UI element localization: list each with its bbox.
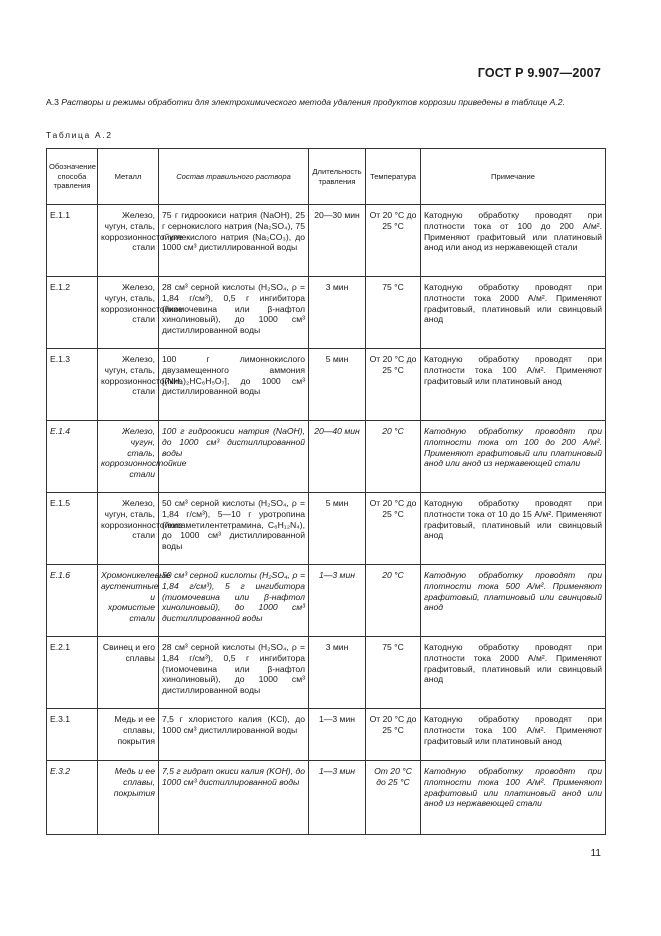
composition-cell: 100 г лимоннокислого двузамещенного аммония [(NH₄)₂HC₆H₅O₇], до 1000 см³ дистиллированной воды: [159, 349, 309, 421]
table-caption: Таблица А.2: [46, 130, 113, 140]
code-cell: Е.1.3: [47, 349, 98, 421]
temperature-cell: От 20 °С до 25 °С: [366, 493, 421, 565]
composition-cell: 7,5 г гидрат окиси калия (KOH), до 1000 см³ дистиллированной воды: [159, 761, 309, 835]
note-cell: Катодную обработку проводят при плотности тока 100 А/м². Применяют графитовый или платиновый анод или анод из нержавеющей стали: [421, 761, 606, 835]
duration-cell: 20—40 мин: [309, 421, 366, 493]
temperature-cell: 20 °С: [366, 421, 421, 493]
composition-cell: 75 г гидроокиси натрия (NaOH), 25 г сернокислого натрия (Na₂SO₄), 75 г углекислого натрия (Na₂CO₃), до 1000 см³ дистиллированной воды: [159, 205, 309, 277]
code-cell: Е.1.1: [47, 205, 98, 277]
temperature-cell: От 20 °С до 25 °С: [366, 709, 421, 761]
duration-cell: 3 мин: [309, 637, 366, 709]
section-text: Растворы и режимы обработки для электрохимического метода удаления продуктов коррозии приведены в таблице А.2.: [61, 97, 565, 107]
composition-cell: 50 см³ серной кислоты (H₂SO₄, ρ = 1,84 г/см³), 5—10 г уротропина (гексаметилентетрамина, C₆H₁₂N₄), до 1000 см³ дистиллированной воды: [159, 493, 309, 565]
note-cell: Катодную обработку проводят при плотности тока 500 А/м². Применяют графитовый, платиновый или свинцовый анод: [421, 565, 606, 637]
temperature-cell: От 20 °С до 25 °С: [366, 761, 421, 835]
table-body: [47, 205, 606, 835]
column-header-composition: Состав травильного раствора: [159, 149, 309, 205]
column-header-duration: Длительность травления: [309, 149, 366, 205]
code-cell: Е.3.1: [47, 709, 98, 761]
code-cell: Е.1.5: [47, 493, 98, 565]
metal-cell: Медь и ее сплавы, покрытия: [98, 761, 159, 835]
temperature-cell: От 20 °С до 25 °С: [366, 349, 421, 421]
temperature-cell: От 20 °С до 25 °С: [366, 205, 421, 277]
code-cell: Е.3.2: [47, 761, 98, 835]
table-row: [47, 349, 606, 421]
table-row: [47, 761, 606, 835]
table-row: [47, 205, 606, 277]
composition-cell: 100 г гидроокиси натрия (NaOH), до 1000 см³ дистиллированной воды: [159, 421, 309, 493]
note-cell: Катодную обработку проводят при плотности тока от 10 до 15 А/м². Применяют графитовый, платиновый или свинцовый анод: [421, 493, 606, 565]
section-number: А.3: [46, 97, 59, 107]
metal-cell: Железо, чугун, сталь, коррозионностойкие стали: [98, 421, 159, 493]
metal-cell: Железо, чугун, сталь, коррозионностойкие стали: [98, 277, 159, 349]
metal-cell: Свинец и его сплавы: [98, 637, 159, 709]
table-row: [47, 637, 606, 709]
temperature-cell: 75 °С: [366, 277, 421, 349]
duration-cell: 5 мин: [309, 349, 366, 421]
note-cell: Катодную обработку проводят при плотности тока от 100 до 200 А/м². Применяют графитовый или платиновый анод или анод из нержавеющей стали: [421, 205, 606, 277]
note-cell: Катодную обработку проводят при плотности тока 2000 А/м². Применяют графитовый, платиновый или свинцовый анод: [421, 277, 606, 349]
document-standard-header: ГОСТ Р 9.907—2007: [477, 66, 601, 80]
note-cell: Катодную обработку проводят при плотности тока 100 А/м². Применяют графитовый или платиновый анод: [421, 349, 606, 421]
table-row: [47, 709, 606, 761]
page-number: 11: [590, 848, 601, 859]
duration-cell: 1—3 мин: [309, 565, 366, 637]
code-cell: Е.1.6: [47, 565, 98, 637]
table-row: [47, 277, 606, 349]
composition-cell: 50 см³ серной кислоты (H₂SO₄, ρ = 1,84 г/см³), 5 г ингибитора (тиомочевина или β-нафтол хинолиновый), до 1000 см³ дистиллированной воды: [159, 565, 309, 637]
composition-cell: 28 см³ серной кислоты (H₂SO₄, ρ = 1,84 г/см³), 0,5 г ингибитора (тиомочевина или β-нафтол хинолиновый), до 1000 см³ дистиллированной воды: [159, 637, 309, 709]
column-header-metal: Металл: [98, 149, 159, 205]
temperature-cell: 75 °С: [366, 637, 421, 709]
metal-cell: Железо, чугун, сталь, коррозионностойкие стали: [98, 493, 159, 565]
duration-cell: 5 мин: [309, 493, 366, 565]
column-header-note: Примечание: [421, 149, 606, 205]
metal-cell: Железо, чугун, сталь, коррозионностойкие стали: [98, 205, 159, 277]
temperature-cell: 20 °С: [366, 565, 421, 637]
composition-cell: 7,5 г хлористого калия (KCl), до 1000 см³ дистиллированной воды: [159, 709, 309, 761]
note-cell: Катодную обработку проводят при плотности тока 100 А/м². Применяют графитовый или платиновый анод: [421, 709, 606, 761]
table-row: [47, 493, 606, 565]
section-paragraph: [46, 96, 611, 108]
table-row: [47, 565, 606, 637]
column-header-code: Обозначение способа травления: [47, 149, 98, 205]
metal-cell: Железо, чугун, сталь, коррозионностойкие стали: [98, 349, 159, 421]
composition-cell: 28 см³ серной кислоты (H₂SO₄, ρ = 1,84 г/см³), 0,5 г ингибитора (тиомочевина или β-нафтол хинолиновый), до 1000 см³ дистиллированной воды: [159, 277, 309, 349]
code-cell: Е.1.2: [47, 277, 98, 349]
code-cell: Е.2.1: [47, 637, 98, 709]
duration-cell: 3 мин: [309, 277, 366, 349]
column-header-temperature: Температура: [366, 149, 421, 205]
duration-cell: 1—3 мин: [309, 761, 366, 835]
metal-cell: Медь и ее сплавы, покрытия: [98, 709, 159, 761]
note-cell: Катодную обработку проводят при плотности тока 2000 А/м². Применяют графитовый, платиновый или свинцовый анод: [421, 637, 606, 709]
table-row: [47, 421, 606, 493]
code-cell: Е.1.4: [47, 421, 98, 493]
table-header-row: [47, 149, 606, 205]
duration-cell: 20—30 мин: [309, 205, 366, 277]
metal-cell: Хромоникелевые аустенитные и хромистые стали: [98, 565, 159, 637]
etching-solutions-table: [46, 148, 606, 835]
note-cell: Катодную обработку проводят при плотности тока от 100 до 200 А/м². Применяют графитовый или платиновый анод или анод из нержавеющей стали: [421, 421, 606, 493]
duration-cell: 1—3 мин: [309, 709, 366, 761]
